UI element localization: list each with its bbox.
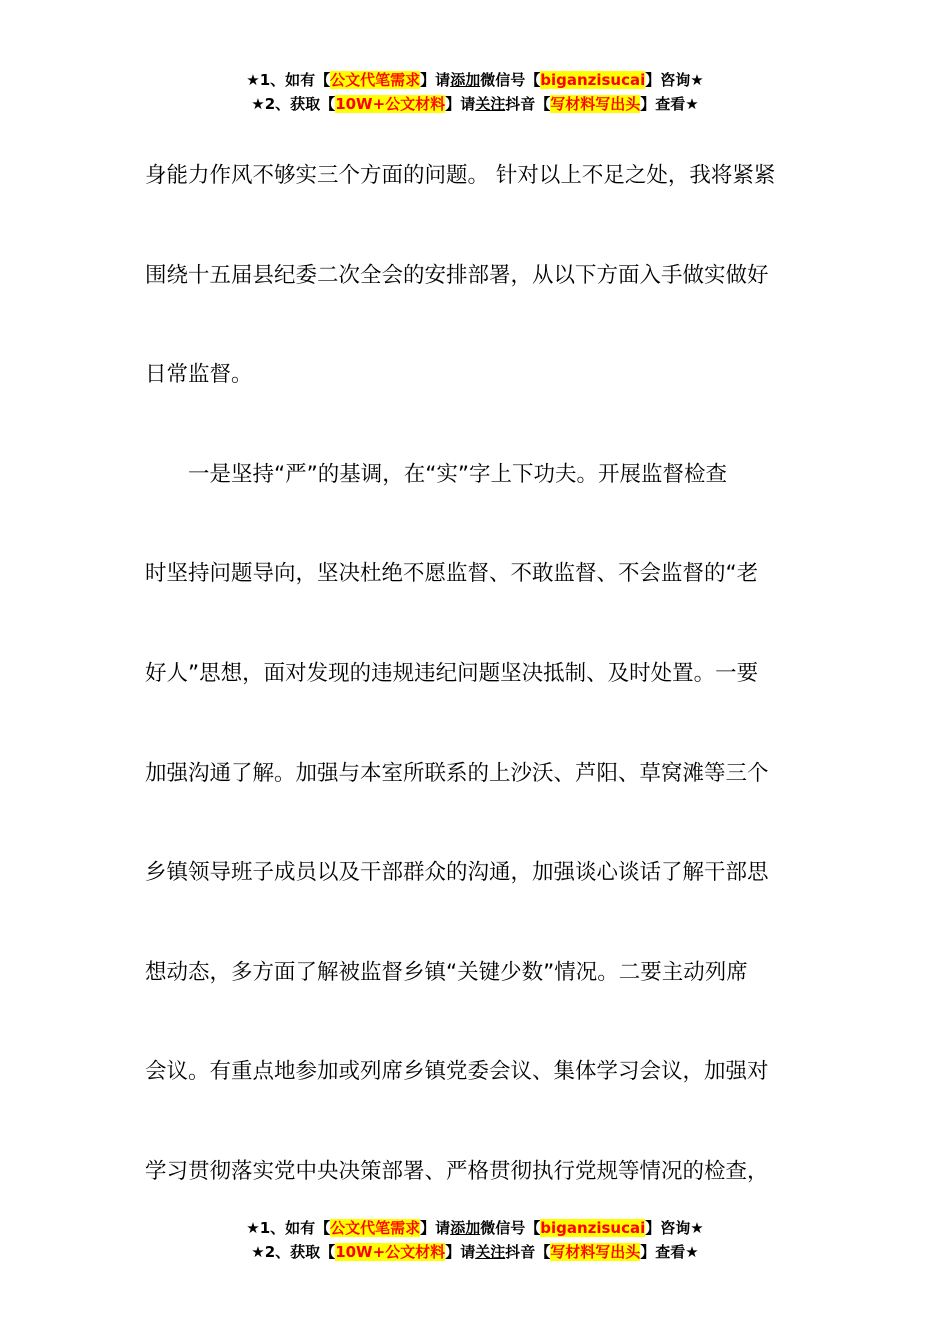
body-line: 好人”思想，面对发现的违规违纪问题坚决抵制、及时处置。一要 [145,660,759,686]
banner-text: 微信号【 [480,1219,541,1237]
banner-line-1 [0,1216,950,1240]
body-line: 会议。有重点地参加或列席乡镇党委会议、集体学习会议，加强对 [145,1059,769,1085]
underlined-text: 关注 [475,95,506,113]
highlight-service: 公文代笔需求 [330,71,421,89]
banner-text: ★2、获取【 [251,1243,336,1261]
underlined-text: 添加 [450,1219,481,1237]
banner-text: 抖音【 [505,1243,551,1261]
body-line: 围绕十五届县纪委二次全会的安排部署，从以下方面入手做实做好 [145,262,769,288]
body-line: 时坚持问题导向，坚决杜绝不愿监督、不敢监督、不会监督的“老 [145,561,759,587]
banner-text: 】咨询★ [645,71,704,89]
underlined-text: 添加 [450,71,481,89]
body-line: 加强沟通了解。加强与本室所联系的上沙沃、芦阳、草窝滩等三个 [145,760,769,786]
banner-text: 】查看★ [640,1243,699,1261]
footer-banner [0,1216,950,1264]
body-line: 日常监督。 [145,362,253,388]
banner-text: 微信号【 [480,71,541,89]
banner-text: ★2、获取【 [251,95,336,113]
document-body [145,126,805,1222]
body-line: 乡镇领导班子成员以及干部群众的沟通，加强谈心谈话了解干部思 [145,860,769,886]
banner-text: ★1、如有【 [246,1219,331,1237]
highlight-douyin-account: 写材料写出头 [550,95,641,113]
body-line: 想动态，多方面了解被监督乡镇“关键少数”情况。二要主动列席 [145,959,748,985]
highlight-materials: 10W+公文材料 [335,1243,446,1261]
banner-text: 】请 [420,1219,451,1237]
banner-text: 】请 [445,95,476,113]
body-line: 学习贯彻落实党中央决策部署、严格贯彻执行党规等情况的检查， [145,1158,769,1184]
highlight-wechat-id: biganzisucai [540,71,646,89]
banner-text: 】请 [420,71,451,89]
body-line-paragraph-start: 一是坚持“严”的基调，在“实”字上下功夫。开展监督检查 [188,461,728,487]
banner-line-2 [0,92,950,116]
banner-text: 】查看★ [640,95,699,113]
banner-text: 】咨询★ [645,1219,704,1237]
highlight-materials: 10W+公文材料 [335,95,446,113]
body-line: 身能力作风不够实三个方面的问题。 针对以上不足之处，我将紧紧 [145,163,776,188]
banner-line-1 [0,68,950,92]
banner-text: 抖音【 [505,95,551,113]
banner-text: 】请 [445,1243,476,1261]
highlight-douyin-account: 写材料写出头 [550,1243,641,1261]
highlight-wechat-id: biganzisucai [540,1219,646,1237]
highlight-service: 公文代笔需求 [330,1219,421,1237]
banner-line-2 [0,1240,950,1264]
underlined-text: 关注 [475,1243,506,1261]
banner-text: ★1、如有【 [246,71,331,89]
header-banner [0,68,950,116]
